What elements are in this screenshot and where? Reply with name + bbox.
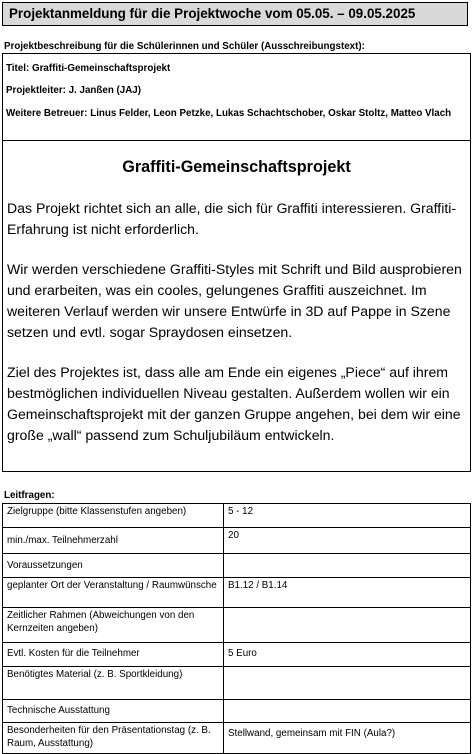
row-label: Voraussetzungen — [3, 554, 224, 578]
description-paragraph-3: Ziel des Projektes ist, dass alle am Ende ein eigenes „Piece“ auf ihrem bestmöglichen individuellen Niveau gestalten. Außerdem wollen wir ein Gemeinschaftsprojekt mit der ganzen Gruppe angehen, bei dem wir eine große „wall“ passend zum Schuljubiläum entwickeln. — [7, 364, 461, 443]
leitfragen-label: Leitfragen: — [4, 490, 55, 501]
table-row — [3, 504, 471, 528]
table-row — [3, 578, 471, 608]
leitfragen-table — [2, 503, 471, 754]
description-section-label: Projektbeschreibung für die Schülerinnen und Schüler (Ausschreibungstext): — [4, 41, 365, 52]
row-label: Besonderheiten für den Präsentationstag (z. B. Raum, Ausstattung) — [3, 723, 224, 754]
table-row — [3, 700, 471, 723]
row-value[interactable]: Stellwand, gemeinsam mit FIN (Aula?) — [224, 723, 471, 754]
row-label: Technische Ausstattung — [3, 700, 224, 723]
description-heading: Graffiti-Gemeinschaftsprojekt — [122, 158, 351, 176]
row-label: Evtl. Kosten für die Teilnehmer — [3, 643, 224, 667]
description-paragraph-1: Das Projekt richtet sich an alle, die sich für Graffiti interessieren. Graffiti-Erfahrung ist nicht erforderlich. — [7, 200, 457, 237]
project-title-line: Titel: Graffiti-Gemeinschaftsprojekt — [6, 63, 171, 74]
page-title: Projektanmeldung für die Projektwoche vom 05.05. – 09.05.2025 — [9, 6, 416, 21]
table-row — [3, 554, 471, 578]
project-info-box — [2, 53, 471, 141]
description-box — [2, 140, 471, 472]
row-label: min./max. Teilnehmerzahl — [3, 528, 224, 554]
row-value[interactable] — [224, 667, 471, 700]
row-label: Benötigtes Material (z. B. Sportkleidung) — [3, 667, 224, 700]
row-value[interactable]: 20 — [224, 528, 471, 554]
table-row — [3, 608, 471, 643]
row-value[interactable] — [224, 554, 471, 578]
row-value[interactable]: B1.12 / B1.14 — [224, 578, 471, 608]
project-leader-line: Projektleiter: J. Janßen (JAJ) — [6, 85, 142, 96]
row-label: geplanter Ort der Veranstaltung / Raumwünsche — [3, 578, 224, 608]
row-value[interactable]: 5 - 12 — [224, 504, 471, 528]
table-row — [3, 528, 471, 554]
description-paragraph-2: Wir werden verschiedene Graffiti-Styles mit Schrift und Bild ausprobieren und erarbeiten, was ein cooles, gelungenes Graffiti auszeichnet. Im weiteren Verlauf werden wir unsere Entwürfe in 3D auf Pappe in Szene setzen und evtl. sogar Spraydosen einsetzen. — [7, 261, 462, 340]
row-label: Zielgruppe (bitte Klassenstufen angeben) — [3, 504, 224, 528]
row-value[interactable] — [224, 700, 471, 723]
table-row — [3, 667, 471, 700]
row-value[interactable]: 5 Euro — [224, 643, 471, 667]
header-bar — [2, 2, 468, 26]
table-row — [3, 643, 471, 667]
row-value[interactable] — [224, 608, 471, 643]
supervisors-line: Weitere Betreuer: Linus Felder, Leon Petzke, Lukas Schachtschober, Oskar Stoltz, Matteo Vlach — [6, 108, 452, 119]
row-label: Zeitlicher Rahmen (Abweichungen von den Kernzeiten angeben) — [3, 608, 224, 643]
table-row — [3, 723, 471, 754]
